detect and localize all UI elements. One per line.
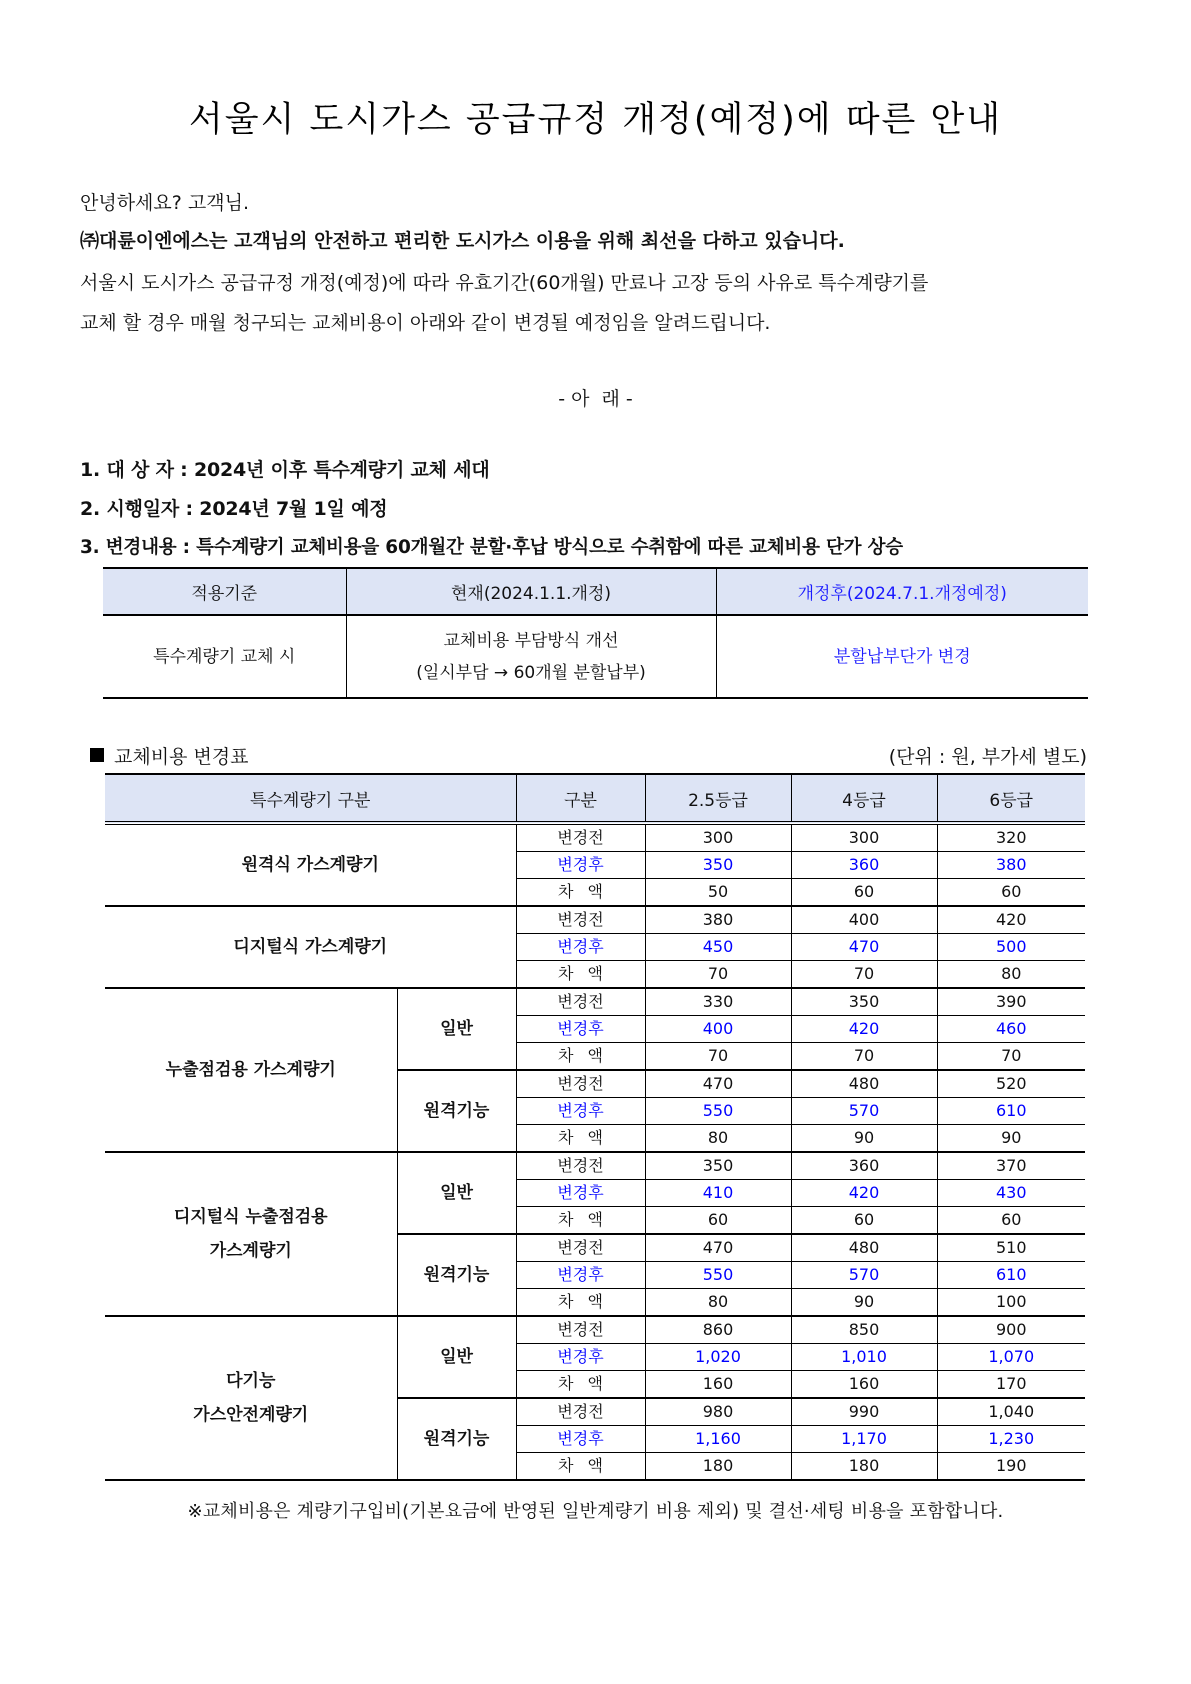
header-grade-6: 6등급	[937, 774, 1085, 823]
value-cell: 460	[937, 1016, 1085, 1043]
value-cell: 900	[937, 1316, 1085, 1344]
row-label-text: 차액	[558, 1210, 617, 1229]
footnote: ※교체비용은 계량기구입비(기본요금에 반영된 일반계량기 비용 제외) 및 결선·세팅 비용을 포함합니다.	[187, 1501, 1004, 1522]
value-cell: 470	[791, 934, 937, 961]
value-cell: 990	[791, 1398, 937, 1426]
subtype-cell: 원격기능	[397, 1070, 516, 1152]
value-cell: 1,170	[791, 1426, 937, 1453]
value-cell: 850	[791, 1316, 937, 1344]
value-cell: 60	[645, 1207, 791, 1235]
row-label-text: 변경전	[557, 1402, 604, 1421]
row-label-diff	[516, 1371, 645, 1399]
row-label-after	[516, 852, 645, 879]
company-intro-line: ㈜대륜이엔에스는 고객님의 안전하고 편리한 도시가스 이용을 위해 최선을 다하고 있습니다.	[80, 230, 845, 252]
subtype-cell: 원격기능	[397, 1398, 516, 1480]
table-row	[105, 906, 1085, 934]
row-label-text: 변경후	[557, 1183, 604, 1202]
row-label-after	[516, 1426, 645, 1453]
row-label-diff	[516, 1043, 645, 1071]
row-label-before	[516, 1234, 645, 1262]
value-cell: 570	[791, 1262, 937, 1289]
row-label-text: 변경전	[557, 910, 604, 929]
section-title-text: 교체비용 변경표	[114, 746, 249, 768]
list-item-date: 2. 시행일자 : 2024년 7월 1일 예정	[80, 498, 388, 520]
summary-table-row	[103, 615, 1088, 698]
value-cell: 610	[937, 1262, 1085, 1289]
row-label-text: 변경후	[557, 1019, 604, 1038]
value-cell: 1,020	[645, 1344, 791, 1371]
row-label-text: 차액	[558, 1128, 617, 1147]
value-cell: 60	[791, 879, 937, 907]
value-cell: 380	[645, 906, 791, 934]
row-label-diff	[516, 1289, 645, 1317]
value-cell: 360	[791, 852, 937, 879]
value-cell: 1,070	[937, 1344, 1085, 1371]
meter-category-line-1: 다기능	[226, 1371, 276, 1391]
section-title	[90, 742, 249, 769]
meter-category-cell: 원격식 가스계량기	[105, 823, 516, 906]
value-cell: 160	[791, 1371, 937, 1399]
row-label-text: 변경전	[557, 1074, 604, 1093]
value-cell: 420	[791, 1180, 937, 1207]
value-cell: 300	[645, 823, 791, 852]
value-cell: 160	[645, 1371, 791, 1399]
row-label-text: 차액	[558, 882, 617, 901]
value-cell: 60	[791, 1207, 937, 1235]
summary-table	[103, 567, 1088, 699]
value-cell: 190	[937, 1453, 1085, 1481]
value-cell: 610	[937, 1098, 1085, 1125]
value-cell: 550	[645, 1262, 791, 1289]
subtype-cell: 일반	[397, 1316, 516, 1398]
value-cell: 400	[645, 1016, 791, 1043]
meter-category-cell: 누출점검용 가스계량기	[105, 988, 397, 1152]
value-cell: 410	[645, 1180, 791, 1207]
value-cell: 330	[645, 988, 791, 1016]
value-cell: 50	[645, 879, 791, 907]
meter-category-line-2: 가스계량기	[209, 1241, 292, 1261]
current-line-2: (일시부담 → 60개월 분할납부)	[416, 662, 646, 683]
value-cell: 100	[937, 1289, 1085, 1317]
row-label-text: 변경전	[557, 1238, 604, 1257]
table-row	[105, 1152, 1085, 1180]
row-label-before	[516, 1152, 645, 1180]
row-label-text: 변경후	[557, 937, 604, 956]
value-cell: 480	[791, 1070, 937, 1098]
table-row	[105, 1316, 1085, 1344]
after-cell: 분할납부단가 변경	[716, 615, 1088, 698]
header-after: 개정후(2024.7.1.개정예정)	[716, 568, 1088, 615]
value-cell: 350	[791, 988, 937, 1016]
value-cell: 300	[791, 823, 937, 852]
list-item-target: 1. 대 상 자 : 2024년 이후 특수계량기 교체 세대	[80, 459, 490, 481]
value-cell: 90	[791, 1289, 937, 1317]
current-line-1: 교체비용 부담방식 개선	[443, 630, 619, 651]
row-label-before	[516, 1316, 645, 1344]
value-cell: 70	[645, 1043, 791, 1071]
value-cell: 420	[791, 1016, 937, 1043]
value-cell: 510	[937, 1234, 1085, 1262]
value-cell: 60	[937, 879, 1085, 907]
table-row	[105, 988, 1085, 1016]
row-label-text: 변경후	[557, 855, 604, 874]
value-cell: 90	[937, 1125, 1085, 1153]
cost-table-header	[105, 774, 1085, 823]
value-cell: 80	[645, 1125, 791, 1153]
header-current: 현재(2024.1.1.개정)	[346, 568, 716, 615]
summary-table-header	[103, 568, 1088, 615]
header-division: 구분	[516, 774, 645, 823]
body-line: 교체 할 경우 매월 청구되는 교체비용이 아래와 같이 변경될 예정임을 알려드립니다.	[80, 312, 771, 334]
row-label-before	[516, 1070, 645, 1098]
row-label-before	[516, 906, 645, 934]
row-label-text: 변경후	[557, 1429, 604, 1448]
value-cell: 550	[645, 1098, 791, 1125]
greeting-line: 안녕하세요? 고객님.	[80, 192, 249, 214]
value-cell: 390	[937, 988, 1085, 1016]
value-cell: 180	[645, 1453, 791, 1481]
row-label-diff	[516, 1125, 645, 1153]
row-label-text: 변경전	[557, 1156, 604, 1175]
value-cell: 400	[791, 906, 937, 934]
row-label-text: 차액	[558, 1292, 617, 1311]
header-grade-4: 4등급	[791, 774, 937, 823]
table-row	[105, 823, 1085, 852]
header-meter-type: 특수계량기 구분	[105, 774, 516, 823]
meter-category-line-2: 가스안전계량기	[193, 1405, 309, 1425]
criterion-cell: 특수계량기 교체 시	[103, 615, 346, 698]
unit-note: (단위 : 원, 부가세 별도)	[888, 746, 1087, 768]
current-cell	[346, 615, 716, 698]
row-label-before	[516, 988, 645, 1016]
row-label-diff	[516, 961, 645, 989]
value-cell: 70	[937, 1043, 1085, 1071]
row-label-after	[516, 934, 645, 961]
subtype-cell: 일반	[397, 988, 516, 1070]
value-cell: 350	[645, 1152, 791, 1180]
value-cell: 70	[791, 961, 937, 989]
value-cell: 180	[791, 1453, 937, 1481]
square-bullet-icon	[90, 748, 104, 762]
row-label-before	[516, 1398, 645, 1426]
value-cell: 980	[645, 1398, 791, 1426]
row-label-after	[516, 1344, 645, 1371]
value-cell: 430	[937, 1180, 1085, 1207]
value-cell: 1,160	[645, 1426, 791, 1453]
value-cell: 80	[645, 1289, 791, 1317]
value-cell: 320	[937, 823, 1085, 852]
value-cell: 370	[937, 1152, 1085, 1180]
header-grade-2-5: 2.5등급	[645, 774, 791, 823]
row-label-text: 변경전	[557, 1320, 604, 1339]
value-cell: 450	[645, 934, 791, 961]
value-cell: 60	[937, 1207, 1085, 1235]
page-title: 서울시 도시가스 공급규정 개정(예정)에 따른 안내	[188, 100, 1003, 140]
value-cell: 360	[791, 1152, 937, 1180]
row-label-after	[516, 1262, 645, 1289]
value-cell: 520	[937, 1070, 1085, 1098]
row-label-diff	[516, 1207, 645, 1235]
row-label-diff	[516, 1453, 645, 1481]
value-cell: 860	[645, 1316, 791, 1344]
value-cell: 70	[645, 961, 791, 989]
row-label-text: 차액	[558, 1046, 617, 1065]
value-cell: 1,040	[937, 1398, 1085, 1426]
row-label-text: 변경후	[557, 1347, 604, 1366]
header-criterion: 적용기준	[103, 568, 346, 615]
row-label-text: 변경전	[557, 992, 604, 1011]
notice-header: - 아 래 -	[558, 388, 633, 410]
row-label-text: 차액	[558, 1456, 617, 1475]
row-label-after	[516, 1016, 645, 1043]
meter-category-line-1: 디지털식 누출점검용	[173, 1207, 328, 1227]
value-cell: 500	[937, 934, 1085, 961]
value-cell: 350	[645, 852, 791, 879]
value-cell: 420	[937, 906, 1085, 934]
row-label-diff	[516, 879, 645, 907]
value-cell: 80	[937, 961, 1085, 989]
meter-category-cell: 디지털식 가스계량기	[105, 906, 516, 988]
row-label-after	[516, 1098, 645, 1125]
row-label-text: 차액	[558, 1374, 617, 1393]
value-cell: 570	[791, 1098, 937, 1125]
meter-category-cell	[105, 1316, 397, 1480]
body-line: 서울시 도시가스 공급규정 개정(예정)에 따라 유효기간(60개월) 만료나 고장 등의 사유로 특수계량기를	[80, 272, 929, 294]
value-cell: 470	[645, 1234, 791, 1262]
cost-table	[105, 773, 1085, 1481]
value-cell: 170	[937, 1371, 1085, 1399]
row-label-text: 변경후	[557, 1265, 604, 1284]
value-cell: 1,010	[791, 1344, 937, 1371]
row-label-text: 변경후	[557, 1101, 604, 1120]
subtype-cell: 원격기능	[397, 1234, 516, 1316]
value-cell: 470	[645, 1070, 791, 1098]
row-label-before	[516, 823, 645, 852]
value-cell: 480	[791, 1234, 937, 1262]
meter-category-cell	[105, 1152, 397, 1316]
row-label-after	[516, 1180, 645, 1207]
value-cell: 90	[791, 1125, 937, 1153]
value-cell: 1,230	[937, 1426, 1085, 1453]
subtype-cell: 일반	[397, 1152, 516, 1234]
row-label-text: 차액	[558, 964, 617, 983]
row-label-text: 변경전	[557, 828, 604, 847]
value-cell: 70	[791, 1043, 937, 1071]
value-cell: 380	[937, 852, 1085, 879]
list-item-change: 3. 변경내용 : 특수계량기 교체비용을 60개월간 분할·후납 방식으로 수취함에 따른 교체비용 단가 상승	[80, 537, 903, 558]
